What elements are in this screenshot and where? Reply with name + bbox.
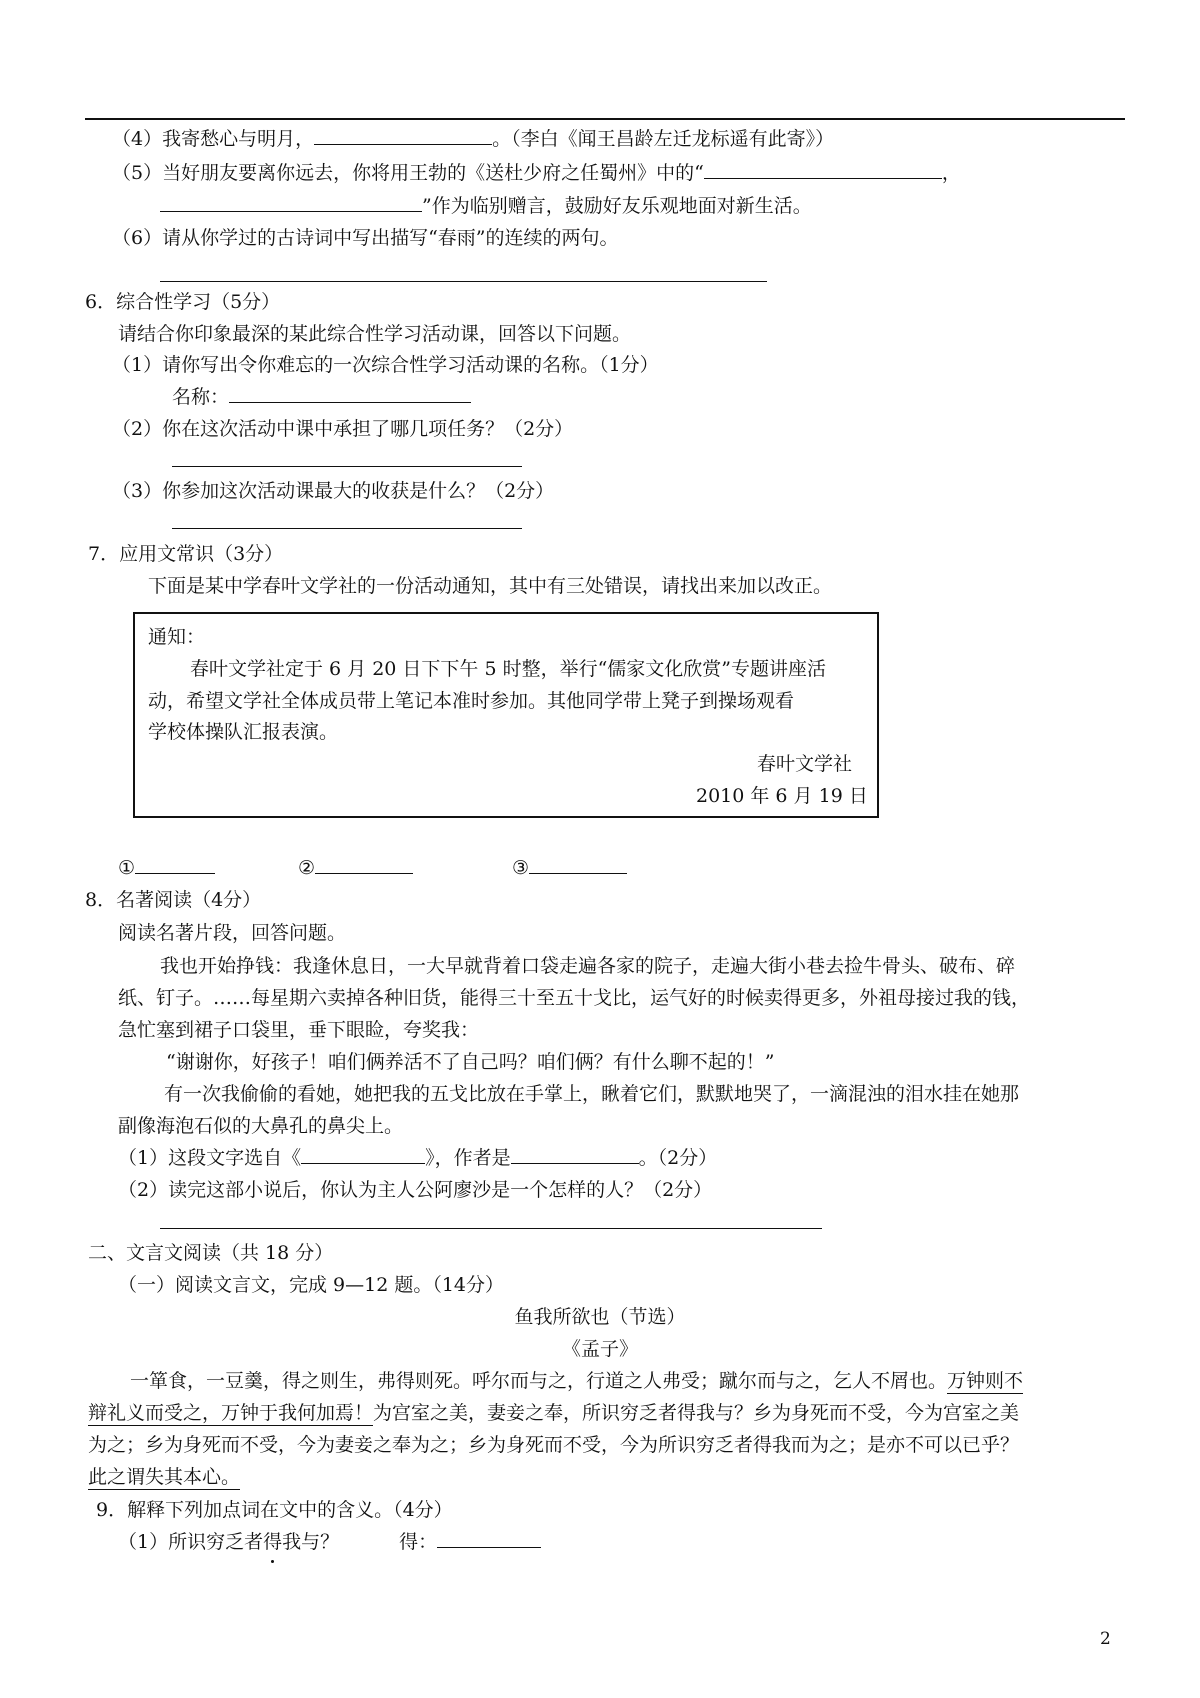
answer-blank[interactable] xyxy=(704,160,942,179)
answer-blank[interactable] xyxy=(160,193,422,212)
q7-intro: 下面是某中学春叶文学社的一份活动通知，其中有三处错误，请找出来加以改正。 xyxy=(148,575,833,597)
q8-para-1: 我也开始挣钱：我逢休息日，一大早就背着口袋走遍各家的院子，走遍大街小巷去捡牛骨头、破布、碎 xyxy=(160,955,1016,977)
q5-5-line-b: ”作为临别赠言，鼓励好友乐观地面对新生活。 xyxy=(160,193,812,219)
classical-line-2: 辩礼义而受之，万钟于我何加焉！为宫室之美，妻妾之奉，所识穷乏者得我与？乡为身死而不受，今为宫室之美 xyxy=(88,1402,1020,1424)
q8-para-4: “谢谢你，好孩子！咱们俩养活不了自己吗？咱们俩？有什么聊不起的！” xyxy=(166,1051,775,1073)
q6-1: （1）请你写出令你难忘的一次综合性学习活动课的名称。（1分） xyxy=(112,354,659,376)
q7-answer-3: ③ xyxy=(512,855,627,881)
answer-blank[interactable] xyxy=(437,1529,541,1548)
answer-blank[interactable] xyxy=(135,855,215,874)
answer-blank[interactable] xyxy=(529,855,627,874)
answer-blank[interactable] xyxy=(301,1145,425,1164)
q7-title: 7．应用文常识（3分） xyxy=(88,543,284,565)
underlined-phrase: 此之谓失其本心。 xyxy=(88,1466,241,1488)
answer-blank[interactable] xyxy=(229,384,471,403)
notice-title: 通知： xyxy=(148,626,206,648)
answer-line[interactable] xyxy=(160,281,767,282)
q8-para-3: 急忙塞到裙子口袋里，垂下眼睑，夸奖我： xyxy=(118,1019,480,1041)
answer-line[interactable] xyxy=(160,1228,822,1229)
q5-5-line-a: （5）当好朋友要离你远去，你将用王勃的《送杜少府之任蜀州》中的“ ， xyxy=(112,162,961,184)
section-2-sub: （一）阅读文言文，完成 9—12 题。（14分） xyxy=(118,1274,505,1296)
classical-title: 鱼我所欲也（节选） xyxy=(514,1306,686,1328)
q8-para-5: 有一次我偷偷的看她，她把我的五戈比放在手掌上，瞅着它们，默默地哭了，一滴混浊的泪水挂在她那 xyxy=(164,1083,1020,1105)
underlined-phrase: 万钟则不 xyxy=(947,1370,1024,1392)
answer-blank[interactable] xyxy=(314,126,492,145)
classical-line-1: 一箪食，一豆羹，得之则生，弗得则死。呼尔而与之，行道之人弗受；蹴尔而与之，乞人不屑也。万钟则不 xyxy=(130,1370,1024,1392)
q8-para-2: 纸、钉子。……每星期六卖掉各种旧货，能得三十至五十戈比，运气好的时候卖得更多，外祖母接过我的钱， xyxy=(118,987,1031,1009)
q9-title: 9．解释下列加点词在文中的含义。（4分） xyxy=(96,1499,453,1521)
q9-1: （1）所识穷乏者得我与？ 得： xyxy=(118,1529,541,1555)
q6-title: 6．综合性学习（5分） xyxy=(85,291,281,313)
q8-1: （1）这段文字选自《 》，作者是 。（2分） xyxy=(118,1147,718,1169)
page-number: 2 xyxy=(1100,1629,1111,1649)
q6-3: （3）你参加这次活动课最大的收获是什么？（2分） xyxy=(112,480,555,502)
q7-answer-1: ① xyxy=(118,855,215,881)
answer-line[interactable] xyxy=(172,466,522,467)
q8-title: 8．名著阅读（4分） xyxy=(85,889,262,911)
answer-line[interactable] xyxy=(172,528,522,529)
q8-para-6: 副像海泡石似的大鼻孔的鼻尖上。 xyxy=(118,1115,404,1137)
q6-intro: 请结合你印象最深的某此综合性学习活动课，回答以下问题。 xyxy=(118,323,632,345)
notice-line-1: 春叶文学社定于 6 月 20 日下下午 5 时整，举行“儒家文化欣赏”专题讲座活 xyxy=(190,658,827,680)
section-2-title: 二、文言文阅读（共 18 分） xyxy=(88,1242,334,1264)
answer-blank[interactable] xyxy=(315,855,413,874)
q5-4-line: （4）我寄愁心与明月， 。（李白《闻王昌龄左迁龙标遥有此寄》） xyxy=(112,128,835,150)
notice-date: 2010 年 6 月 19 日 xyxy=(696,785,868,807)
q5-6-line: （6）请从你学过的古诗词中写出描写“春雨”的连续的两句。 xyxy=(112,227,619,249)
classical-line-3: 为之；乡为身死而不受，今为妻妾之奉为之；乡为身死而不受，今为所识穷乏者得我而为之；是亦不可以已乎？ xyxy=(88,1434,1020,1456)
header-rule xyxy=(85,118,1125,120)
notice-signature: 春叶文学社 xyxy=(757,753,853,775)
q6-1-name-line: 名称： xyxy=(172,384,471,410)
q8-intro: 阅读名著片段，回答问题。 xyxy=(118,922,347,944)
q7-answer-2: ② xyxy=(298,855,413,881)
notice-line-3: 学校体操队汇报表演。 xyxy=(148,721,339,743)
classical-line-4 xyxy=(88,1464,240,1490)
underlined-phrase: 辩礼义而受之，万钟于我何加焉！ xyxy=(88,1402,374,1424)
answer-blank[interactable] xyxy=(511,1145,639,1164)
notice-line-2: 动，希望文学社全体成员带上笔记本准时参加。其他同学带上凳子到操场观看 xyxy=(148,690,795,712)
dotted-word: 得 xyxy=(263,1531,283,1553)
q8-2: （2）读完这部小说后，你认为主人公阿廖沙是一个怎样的人？（2分） xyxy=(118,1179,713,1201)
classical-author: 《孟子》 xyxy=(561,1338,638,1360)
q6-2: （2）你在这次活动中课中承担了哪几项任务？（2分） xyxy=(112,418,574,440)
